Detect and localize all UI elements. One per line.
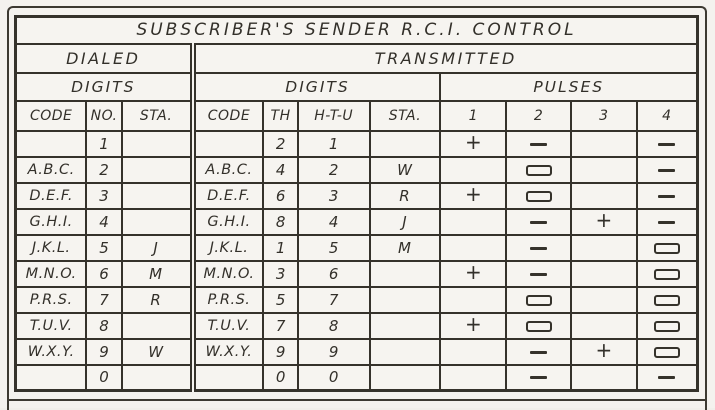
pulse-2-column-header: 2 bbox=[506, 101, 571, 131]
pulse-cell bbox=[440, 131, 506, 157]
pulse-3-column-header: 3 bbox=[571, 101, 637, 131]
transmitted-sta-cell bbox=[370, 287, 441, 313]
pulse-cell bbox=[637, 287, 698, 313]
transmitted-htu-cell: 4 bbox=[298, 209, 370, 235]
pulse-plus-symbol: + bbox=[464, 312, 482, 336]
table-row bbox=[16, 131, 698, 157]
pulse-plus-symbol: + bbox=[464, 130, 482, 154]
transmitted-htu-cell: 9 bbox=[298, 339, 370, 365]
pulse-dash-symbol bbox=[658, 143, 675, 146]
pulse-cell bbox=[506, 157, 571, 183]
transmitted-th-cell: 4 bbox=[263, 157, 297, 183]
transmitted-htu-cell: 0 bbox=[298, 365, 370, 391]
pulse-cell bbox=[637, 183, 698, 209]
dialed-code-cell bbox=[16, 131, 87, 157]
pulse-cell bbox=[637, 313, 698, 339]
pulse-box-symbol bbox=[526, 295, 552, 306]
pulse-box-symbol bbox=[654, 295, 680, 306]
pulse-cell bbox=[440, 157, 506, 183]
pulse-cell bbox=[440, 339, 506, 365]
pulse-dash-symbol bbox=[658, 376, 675, 379]
transmitted-th-cell: 6 bbox=[263, 183, 297, 209]
pulse-cell bbox=[571, 339, 637, 365]
dialed-sta-cell bbox=[122, 209, 193, 235]
dialed-code-cell: W.X.Y. bbox=[16, 339, 87, 365]
group-header-row bbox=[16, 73, 698, 101]
transmitted-section-header: TRANSMITTED bbox=[193, 44, 698, 73]
transmitted-th-cell: 7 bbox=[263, 313, 297, 339]
transmitted-code-cell: J.K.L. bbox=[193, 235, 264, 261]
pulse-4-column-header: 4 bbox=[637, 101, 698, 131]
transmitted-th-cell: 1 bbox=[263, 235, 297, 261]
pulse-dash-symbol bbox=[658, 169, 675, 172]
table-row bbox=[16, 209, 698, 235]
pulse-box-symbol bbox=[654, 347, 680, 358]
transmitted-code-cell: G.H.I. bbox=[193, 209, 264, 235]
table-row bbox=[16, 157, 698, 183]
pulse-cell bbox=[440, 313, 506, 339]
dialed-no-cell: 6 bbox=[86, 261, 121, 287]
transmitted-sta-cell bbox=[370, 365, 441, 391]
dialed-digits-header: DIGITS bbox=[16, 73, 193, 101]
dialed-sta-cell bbox=[122, 313, 193, 339]
dialed-sta-cell bbox=[122, 157, 193, 183]
pulse-1-column-header: 1 bbox=[440, 101, 506, 131]
pulses-header: PULSES bbox=[440, 73, 697, 101]
title-row bbox=[16, 17, 698, 44]
dialed-sta-cell: R bbox=[122, 287, 193, 313]
pulse-cell bbox=[637, 131, 698, 157]
dialed-no-cell: 7 bbox=[86, 287, 121, 313]
pulse-cell bbox=[571, 287, 637, 313]
transmitted-code-cell: P.R.S. bbox=[193, 287, 264, 313]
dialed-code-cell: D.E.F. bbox=[16, 183, 87, 209]
transmitted-htu-cell: 1 bbox=[298, 131, 370, 157]
pulse-cell bbox=[506, 287, 571, 313]
pulse-dash-symbol bbox=[530, 221, 547, 224]
pulse-cell bbox=[506, 209, 571, 235]
transmitted-th-cell: 5 bbox=[263, 287, 297, 313]
transmitted-th-cell: 8 bbox=[263, 209, 297, 235]
pulse-cell bbox=[571, 131, 637, 157]
dialed-sta-cell bbox=[122, 131, 193, 157]
pulse-cell bbox=[571, 183, 637, 209]
transmitted-htu-cell: 8 bbox=[298, 313, 370, 339]
transmitted-code-cell bbox=[193, 365, 264, 391]
pulse-dash-symbol bbox=[658, 195, 675, 198]
page-title: SUBSCRIBER'S SENDER R.C.I. CONTROL bbox=[16, 17, 698, 44]
dialed-sta-column-header: STA. bbox=[122, 101, 193, 131]
dialed-code-cell: P.R.S. bbox=[16, 287, 87, 313]
pulse-cell bbox=[440, 287, 506, 313]
pulse-cell bbox=[506, 235, 571, 261]
transmitted-code-column-header: CODE bbox=[193, 101, 264, 131]
pulse-dash-symbol bbox=[530, 247, 547, 250]
pulse-cell bbox=[571, 313, 637, 339]
pulse-box-symbol bbox=[526, 321, 552, 332]
transmitted-sta-column-header: STA. bbox=[370, 101, 441, 131]
transmitted-th-cell: 0 bbox=[263, 365, 297, 391]
pulse-cell bbox=[440, 365, 506, 391]
transmitted-sta-cell bbox=[370, 131, 441, 157]
dialed-code-cell: J.K.L. bbox=[16, 235, 87, 261]
pulse-cell bbox=[506, 183, 571, 209]
pulse-plus-symbol: + bbox=[595, 338, 613, 362]
pulse-box-symbol bbox=[654, 243, 680, 254]
pulse-box-symbol bbox=[526, 191, 552, 202]
pulse-cell bbox=[440, 183, 506, 209]
dialed-code-column-header: CODE bbox=[16, 101, 87, 131]
dialed-no-cell: 1 bbox=[86, 131, 121, 157]
transmitted-htu-cell: 2 bbox=[298, 157, 370, 183]
dialed-code-cell: M.N.O. bbox=[16, 261, 87, 287]
dialed-sta-cell: J bbox=[122, 235, 193, 261]
pulse-cell bbox=[637, 261, 698, 287]
dialed-no-column-header: NO. bbox=[86, 101, 121, 131]
transmitted-htu-cell: 5 bbox=[298, 235, 370, 261]
pulse-dash-symbol bbox=[530, 273, 547, 276]
transmitted-th-cell: 3 bbox=[263, 261, 297, 287]
pulse-cell bbox=[440, 235, 506, 261]
transmitted-sta-cell bbox=[370, 261, 441, 287]
pulse-cell bbox=[637, 157, 698, 183]
pulse-dash-symbol bbox=[658, 221, 675, 224]
pulse-dash-symbol bbox=[530, 351, 547, 354]
transmitted-htu-cell: 3 bbox=[298, 183, 370, 209]
transmitted-sta-cell: J bbox=[370, 209, 441, 235]
transmitted-htu-column-header: H-T-U bbox=[298, 101, 370, 131]
pulse-cell bbox=[440, 209, 506, 235]
pulse-cell bbox=[637, 235, 698, 261]
pulse-dash-symbol bbox=[530, 376, 547, 379]
dialed-sta-cell: W bbox=[122, 339, 193, 365]
pulse-box-symbol bbox=[654, 269, 680, 280]
transmitted-code-cell: D.E.F. bbox=[193, 183, 264, 209]
dialed-code-cell: G.H.I. bbox=[16, 209, 87, 235]
transmitted-th-cell: 2 bbox=[263, 131, 297, 157]
transmitted-sta-cell bbox=[370, 339, 441, 365]
section-header-row bbox=[16, 44, 698, 73]
transmitted-digits-header: DIGITS bbox=[193, 73, 441, 101]
table-row bbox=[16, 183, 698, 209]
dialed-sta-cell bbox=[122, 365, 193, 391]
pulse-dash-symbol bbox=[530, 143, 547, 146]
pulse-cell bbox=[637, 339, 698, 365]
dialed-no-cell: 0 bbox=[86, 365, 121, 391]
pulse-box-symbol bbox=[526, 165, 552, 176]
dialed-code-cell: A.B.C. bbox=[16, 157, 87, 183]
dialed-no-cell: 2 bbox=[86, 157, 121, 183]
pulse-plus-symbol: + bbox=[464, 182, 482, 206]
pulse-cell bbox=[506, 261, 571, 287]
pulse-box-symbol bbox=[654, 321, 680, 332]
table-body bbox=[16, 131, 698, 391]
table-row bbox=[16, 235, 698, 261]
table-row bbox=[16, 339, 698, 365]
transmitted-htu-cell: 6 bbox=[298, 261, 370, 287]
drawing-frame-divider bbox=[8, 399, 706, 401]
transmitted-sta-cell: W bbox=[370, 157, 441, 183]
pulse-cell bbox=[571, 235, 637, 261]
transmitted-th-column-header: TH bbox=[263, 101, 297, 131]
dialed-no-cell: 9 bbox=[86, 339, 121, 365]
pulse-cell bbox=[571, 157, 637, 183]
dialed-sta-cell bbox=[122, 183, 193, 209]
dialed-no-cell: 8 bbox=[86, 313, 121, 339]
column-header-row bbox=[16, 101, 698, 131]
transmitted-code-cell: T.U.V. bbox=[193, 313, 264, 339]
dialed-no-cell: 4 bbox=[86, 209, 121, 235]
pulse-cell bbox=[571, 261, 637, 287]
table-row bbox=[16, 261, 698, 287]
pulse-cell bbox=[506, 365, 571, 391]
table-row bbox=[16, 287, 698, 313]
pulse-cell bbox=[506, 131, 571, 157]
transmitted-code-cell: W.X.Y. bbox=[193, 339, 264, 365]
transmitted-code-cell bbox=[193, 131, 264, 157]
transmitted-sta-cell: M bbox=[370, 235, 441, 261]
transmitted-th-cell: 9 bbox=[263, 339, 297, 365]
transmitted-sta-cell: R bbox=[370, 183, 441, 209]
transmitted-sta-cell bbox=[370, 313, 441, 339]
pulse-plus-symbol: + bbox=[464, 260, 482, 284]
pulse-plus-symbol: + bbox=[595, 208, 613, 232]
pulse-cell bbox=[506, 313, 571, 339]
dialed-section-header: DIALED bbox=[16, 44, 193, 73]
pulse-cell bbox=[571, 209, 637, 235]
rci-control-table bbox=[14, 15, 699, 392]
pulse-cell bbox=[571, 365, 637, 391]
dialed-sta-cell: M bbox=[122, 261, 193, 287]
transmitted-code-cell: M.N.O. bbox=[193, 261, 264, 287]
transmitted-htu-cell: 7 bbox=[298, 287, 370, 313]
dialed-no-cell: 3 bbox=[86, 183, 121, 209]
table-row bbox=[16, 313, 698, 339]
pulse-cell bbox=[637, 365, 698, 391]
dialed-no-cell: 5 bbox=[86, 235, 121, 261]
dialed-code-cell bbox=[16, 365, 87, 391]
dialed-code-cell: T.U.V. bbox=[16, 313, 87, 339]
transmitted-code-cell: A.B.C. bbox=[193, 157, 264, 183]
pulse-cell bbox=[637, 209, 698, 235]
pulse-cell bbox=[440, 261, 506, 287]
pulse-cell bbox=[506, 339, 571, 365]
table-row bbox=[16, 365, 698, 391]
